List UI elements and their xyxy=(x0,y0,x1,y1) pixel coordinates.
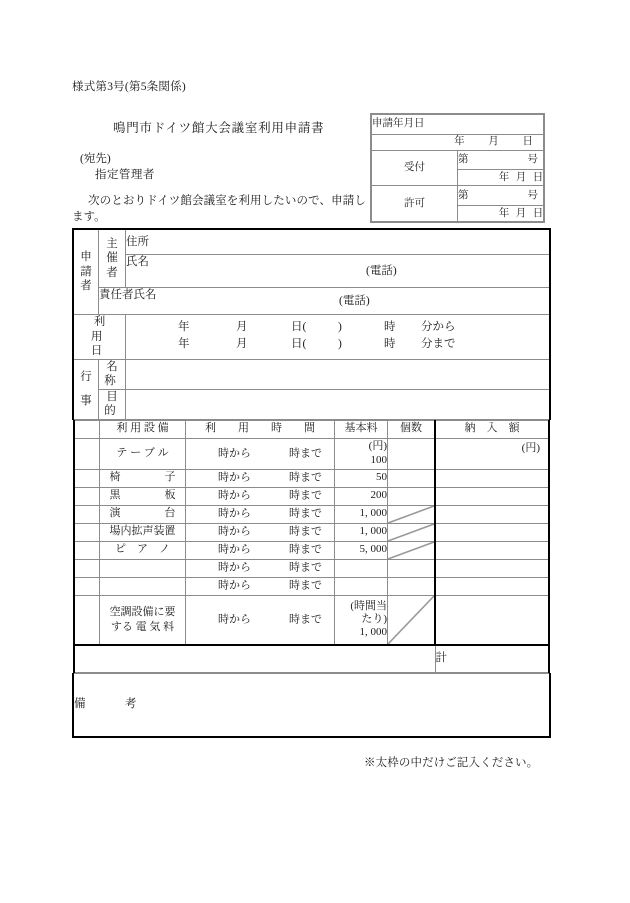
applicant-label-char: 請 xyxy=(80,265,92,278)
aircon-fee-line-1: (時間当 xyxy=(350,599,387,612)
table-row xyxy=(74,505,549,523)
time-to-label: 時まで xyxy=(289,561,322,574)
table-row xyxy=(73,229,550,255)
equipment-row-blank xyxy=(74,505,100,523)
table-row xyxy=(73,389,550,419)
month-label: 月 xyxy=(515,171,527,183)
equipment-base-fee: 5, 000 xyxy=(335,541,388,559)
fee-unit: (円) xyxy=(368,440,387,453)
application-date-label: 申請年月日 xyxy=(372,115,544,135)
permit-label: 許可 xyxy=(372,186,458,222)
equipment-name: ピ ア ノ xyxy=(100,541,186,559)
reception-number-field[interactable] xyxy=(458,150,544,170)
total-spacer-cell xyxy=(74,645,435,673)
time-to-label: 時まで xyxy=(289,446,322,459)
table-row xyxy=(74,541,549,559)
table-row xyxy=(73,360,550,390)
header-time: 利 用 時 間 xyxy=(186,420,335,438)
permit-date-fields[interactable] xyxy=(458,206,544,222)
responsible-label: 責任者氏名 xyxy=(99,289,157,301)
event-name-label: 名 称 xyxy=(99,360,126,390)
event-name-field[interactable] xyxy=(126,360,551,390)
aircon-base-fee xyxy=(335,595,388,645)
number-suffix: 号 xyxy=(527,189,538,201)
hour-label: 時 xyxy=(384,321,396,333)
equipment-base-fee: 50 xyxy=(335,469,388,487)
host-label-char: 者 xyxy=(106,266,118,279)
usage-date-end-row xyxy=(126,337,549,353)
host-label-char: 主 xyxy=(106,237,118,250)
addressee-label: (宛先) xyxy=(80,153,111,165)
equipment-row-blank xyxy=(74,469,100,487)
number-suffix: 号 xyxy=(527,153,538,165)
equipment-time-field[interactable] xyxy=(186,577,335,595)
time-from-label: 時から xyxy=(218,507,251,520)
equipment-amount-field[interactable] xyxy=(435,505,549,523)
hour-label: 時 xyxy=(384,338,396,350)
total-label: 計 xyxy=(435,651,447,664)
equipment-base-fee: 1, 000 xyxy=(335,505,388,523)
applicant-label xyxy=(73,229,99,315)
time-to-label: 時まで xyxy=(289,612,322,625)
table-row xyxy=(74,469,549,487)
time-to-label: 時まで xyxy=(289,525,322,538)
header-base-fee: 基本料 xyxy=(335,420,388,438)
event-label-char: 事 xyxy=(80,395,92,408)
equipment-time-field[interactable] xyxy=(186,438,335,469)
time-to-label: 時まで xyxy=(289,489,322,502)
table-row xyxy=(74,523,549,541)
minute-from-label: 分から xyxy=(421,321,456,333)
event-purpose-label: 目 的 xyxy=(99,389,126,419)
receipt-permit-box xyxy=(370,113,545,223)
equipment-time-field[interactable] xyxy=(186,469,335,487)
equipment-name[interactable] xyxy=(100,559,186,577)
equipment-base-fee xyxy=(335,559,388,577)
table-row xyxy=(73,255,550,288)
equipment-quantity-field[interactable] xyxy=(388,559,436,577)
equipment-name[interactable] xyxy=(100,577,186,595)
equipment-table xyxy=(73,420,550,673)
strikethrough-diagonal-icon xyxy=(388,506,434,523)
equipment-row-blank xyxy=(74,523,100,541)
reception-label: 受付 xyxy=(372,150,458,186)
equipment-amount-field[interactable] xyxy=(435,559,549,577)
applicant-label-char: 者 xyxy=(80,280,92,293)
time-to-label: 時まで xyxy=(289,471,322,484)
paren-close: ) xyxy=(338,338,342,350)
equipment-quantity-field xyxy=(388,523,436,541)
aircon-fee-line-3: 1, 000 xyxy=(359,626,387,639)
aircon-name xyxy=(100,595,186,645)
aircon-time-field[interactable] xyxy=(186,595,335,645)
equipment-amount-field[interactable] xyxy=(435,523,549,541)
permit-number-field[interactable] xyxy=(458,186,544,206)
time-from-label: 時から xyxy=(218,471,251,484)
aircon-fee-line-2: たり) xyxy=(361,612,387,625)
equipment-row-blank xyxy=(74,595,100,645)
table-row xyxy=(73,673,550,737)
equipment-base-fee: 200 xyxy=(335,487,388,505)
addressee-value: 指定管理者 xyxy=(95,169,155,181)
equipment-base-fee xyxy=(335,577,388,595)
day-label: 日 xyxy=(532,171,544,183)
day-label: 日 xyxy=(532,207,544,219)
remarks-label: 備 考 xyxy=(74,698,143,711)
host-address-field[interactable] xyxy=(126,229,551,255)
minute-to-label: 分まで xyxy=(421,338,456,350)
equipment-row-blank xyxy=(74,541,100,559)
aircon-quantity-field xyxy=(388,595,436,645)
year-label: 年 xyxy=(178,321,190,333)
equipment-time-field[interactable] xyxy=(186,523,335,541)
strikethrough-diagonal-icon xyxy=(388,542,434,559)
number-prefix: 第 xyxy=(458,189,469,201)
strikethrough-diagonal-icon xyxy=(388,596,434,644)
phone-label: (電話) xyxy=(339,294,370,307)
application-form-table xyxy=(72,228,551,738)
equipment-blank-corner xyxy=(74,420,100,438)
equipment-name: 演 台 xyxy=(100,505,186,523)
equipment-quantity-field xyxy=(388,541,436,559)
event-purpose-field[interactable] xyxy=(126,389,551,419)
equipment-base-fee: 1, 000 xyxy=(335,523,388,541)
fee-value: 100 xyxy=(370,453,387,466)
equipment-amount-field[interactable] xyxy=(435,469,549,487)
year-label: 年 xyxy=(178,338,190,350)
year-label: 年 xyxy=(498,207,510,219)
equipment-base-fee xyxy=(335,438,388,469)
equipment-row-blank xyxy=(74,559,100,577)
equipment-quantity-field[interactable] xyxy=(388,469,436,487)
equipment-header-row xyxy=(74,420,549,438)
host-label xyxy=(99,229,126,288)
year-label: 年 xyxy=(498,171,510,183)
year-label: 年 xyxy=(454,136,465,148)
table-row xyxy=(74,645,549,673)
reception-date-fields[interactable] xyxy=(458,170,544,186)
event-label-char: 行 xyxy=(80,370,92,383)
equipment-amount-field[interactable] xyxy=(435,438,549,469)
table-row xyxy=(73,419,550,673)
table-row xyxy=(74,559,549,577)
name-label: 氏名 xyxy=(126,256,149,268)
total-cell xyxy=(435,645,549,673)
month-label: 月 xyxy=(488,136,499,148)
table-row xyxy=(73,288,550,315)
footnote-text: ※太枠の中だけご記入ください。 xyxy=(364,757,539,769)
equipment-quantity-field[interactable] xyxy=(388,487,436,505)
equipment-row-blank xyxy=(74,487,100,505)
usage-date-label: 利 用 日 xyxy=(73,315,126,360)
table-row xyxy=(74,577,549,595)
remarks-field[interactable] xyxy=(73,673,550,737)
applicant-label-char: 申 xyxy=(80,251,92,264)
table-row xyxy=(74,595,549,645)
time-from-label: 時から xyxy=(218,612,251,625)
aircon-amount-field[interactable] xyxy=(435,595,549,645)
intro-text-line-1: 次のとおりドイツ館会議室を利用したいので、申請し xyxy=(88,195,366,207)
equipment-time-field[interactable] xyxy=(186,541,335,559)
event-label xyxy=(73,360,99,420)
day-label: 日( xyxy=(291,338,307,350)
equipment-amount-field[interactable] xyxy=(435,577,549,595)
intro-text-line-2: ます。 xyxy=(72,211,106,223)
aircon-name-line-2: する 電 気 料 xyxy=(110,620,175,633)
equipment-amount-field[interactable] xyxy=(435,541,549,559)
equipment-time-field[interactable] xyxy=(186,559,335,577)
time-from-label: 時から xyxy=(218,579,251,592)
header-quantity: 個数 xyxy=(388,420,436,438)
time-from-label: 時から xyxy=(218,543,251,556)
table-row xyxy=(74,438,549,469)
responsible-person-field[interactable] xyxy=(99,288,551,315)
form-code: 様式第3号(第5条関係) xyxy=(72,81,186,93)
amount-yen-unit: (円) xyxy=(521,441,540,454)
time-from-label: 時から xyxy=(218,525,251,538)
time-from-label: 時から xyxy=(218,561,251,574)
document-title: 鳴門市ドイツ館大会議室利用申請書 xyxy=(113,121,325,135)
number-prefix: 第 xyxy=(458,153,469,165)
time-from-label: 時から xyxy=(218,489,251,502)
phone-label: (電話) xyxy=(366,264,397,277)
equipment-row-blank xyxy=(74,577,100,595)
day-label: 日 xyxy=(522,136,533,148)
host-label-char: 催 xyxy=(106,252,118,265)
equipment-quantity-field[interactable] xyxy=(388,438,436,469)
strikethrough-diagonal-icon xyxy=(388,524,434,541)
application-date-fields[interactable] xyxy=(372,134,544,150)
host-name-field[interactable] xyxy=(126,255,551,288)
usage-date-start-row xyxy=(126,320,549,336)
equipment-name: 黒 板 xyxy=(100,487,186,505)
equipment-amount-field[interactable] xyxy=(435,487,549,505)
day-label: 日( xyxy=(291,321,307,333)
equipment-quantity-field[interactable] xyxy=(388,577,436,595)
header-facility: 利 用 設 備 xyxy=(100,420,186,438)
equipment-row-blank xyxy=(74,438,100,469)
equipment-name: 場内拡声装置 xyxy=(100,523,186,541)
equipment-name: テ ー ブ ル xyxy=(100,438,186,469)
equipment-section xyxy=(73,419,550,673)
equipment-time-field[interactable] xyxy=(186,487,335,505)
time-to-label: 時まで xyxy=(289,579,322,592)
month-label: 月 xyxy=(515,207,527,219)
paren-close: ) xyxy=(338,321,342,333)
time-from-label: 時から xyxy=(218,446,251,459)
table-row xyxy=(73,315,550,360)
time-to-label: 時まで xyxy=(289,507,322,520)
aircon-name-line-1: 空調設備に要 xyxy=(109,605,176,618)
time-to-label: 時まで xyxy=(289,543,322,556)
address-label: 住所 xyxy=(126,235,149,248)
usage-date-field[interactable] xyxy=(126,315,551,360)
table-row xyxy=(74,487,549,505)
equipment-name: 椅 子 xyxy=(100,469,186,487)
equipment-time-field[interactable] xyxy=(186,505,335,523)
month-label: 月 xyxy=(236,321,248,333)
equipment-quantity-field xyxy=(388,505,436,523)
header-amount: 納 入 額 xyxy=(435,420,549,438)
month-label: 月 xyxy=(236,338,248,350)
